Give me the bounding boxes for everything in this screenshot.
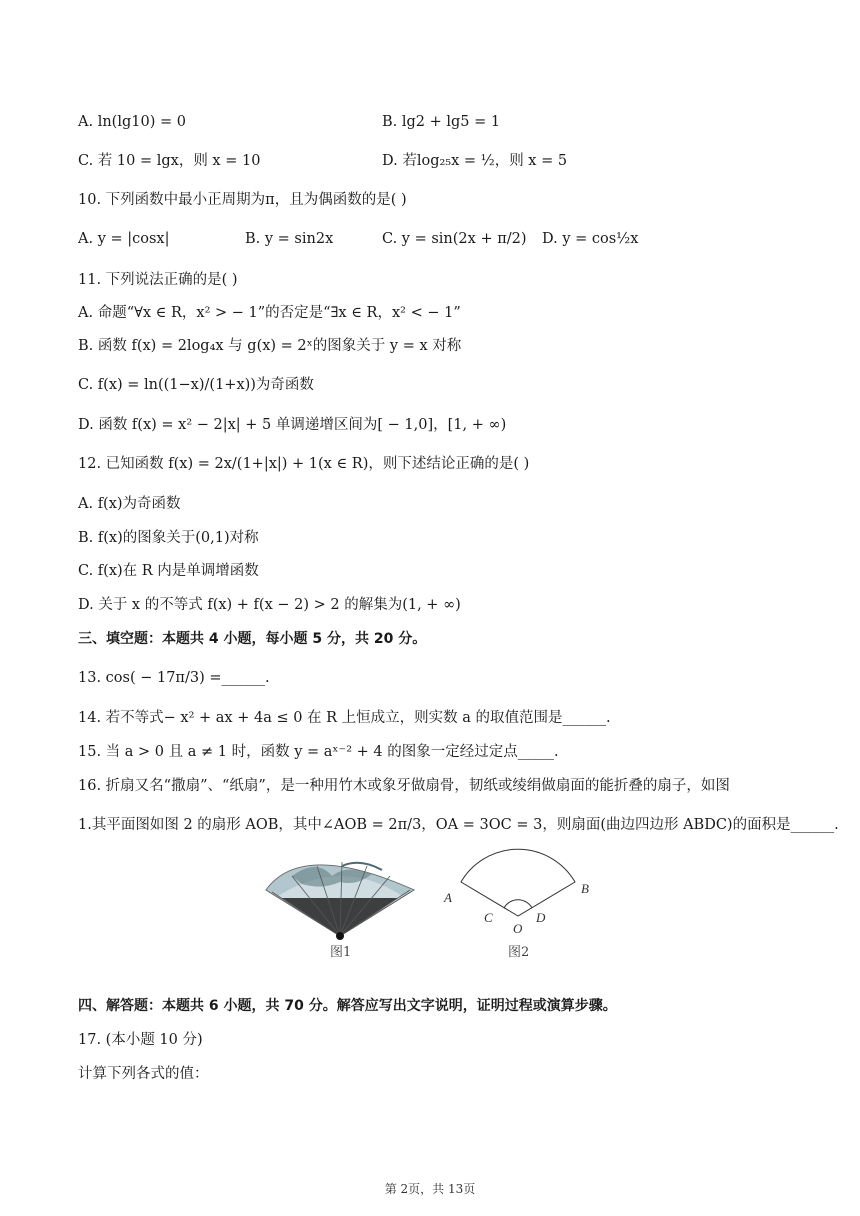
q16-line2: 1.其平面图如图 2 的扇形 AOB，其中∠AOB = 2π/3，OA = 3OC = 3，则扇面(曲边四边形 ABDC)的面积是______.	[78, 817, 839, 833]
sector-diagram	[438, 836, 598, 946]
q10-option-a: A. y = |cosx|	[78, 231, 170, 247]
q12-stem: 12. 已知函数 f(x) = 2x/(1+|x|) + 1(x ∈ R)，则下述结论正确的是( )	[78, 456, 530, 472]
q16-line1: 16. 折扇又名“撒扇”、“纸扇”，是一种用竹木或象牙做扇骨，韧纸或绫绢做扇面的能折叠的扇子，如图	[78, 778, 730, 794]
q9-option-c: C. 若 10 = lgx，则 x = 10	[78, 153, 261, 169]
label-d: D	[536, 910, 546, 925]
fan-illustration	[262, 846, 418, 942]
figure-1-caption: 图1	[330, 945, 352, 960]
q12-option-c: C. f(x)在 R 内是单调增函数	[78, 563, 259, 579]
q12-option-b: B. f(x)的图象关于(0,1)对称	[78, 530, 259, 546]
q11-option-a: A. 命题“∀x ∈ R，x² > − 1”的否定是“∃x ∈ R，x² < − 1”	[78, 305, 461, 321]
page-footer: 第 2页，共 13页	[384, 1182, 476, 1196]
q12-option-a: A. f(x)为奇函数	[78, 496, 181, 512]
q11-option-b: B. 函数 f(x) = 2log₄x 与 g(x) = 2ˣ的图象关于 y = x 对称	[78, 338, 462, 354]
q10-stem: 10. 下列函数中最小正周期为π，且为偶函数的是( )	[78, 192, 407, 208]
q11-option-c: C. f(x) = ln((1−x)/(1+x))为奇函数	[78, 377, 314, 393]
q9-option-d: D. 若log₂₅x = ½，则 x = 5	[382, 153, 568, 169]
q11-stem: 11. 下列说法正确的是( )	[78, 272, 238, 288]
q11-option-d: D. 函数 f(x) = x² − 2|x| + 5 单调递增区间为[ − 1,0]，[1, + ∞)	[78, 417, 507, 433]
q10-option-d: D. y = cos½x	[542, 231, 639, 247]
label-b: B	[581, 881, 589, 896]
q17-header: 17. (本小题 10 分)	[78, 1032, 203, 1048]
q10-option-b: B. y = sin2x	[245, 231, 334, 247]
q15: 15. 当 a > 0 且 a ≠ 1 时，函数 y = aˣ⁻² + 4 的图象一定经过定点_____.	[78, 744, 559, 760]
label-o: O	[513, 921, 523, 936]
section-4-heading: 四、解答题：本题共 6 小题，共 70 分。解答应写出文字说明，证明过程或演算步骤。	[78, 998, 617, 1014]
q14: 14. 若不等式− x² + ax + 4a ≤ 0 在 R 上恒成立，则实数 a 的取值范围是______.	[78, 710, 611, 726]
label-c: C	[484, 910, 493, 925]
q10-option-c: C. y = sin(2x + π/2)	[382, 231, 527, 247]
q12-option-d: D. 关于 x 的不等式 f(x) + f(x − 2) > 2 的解集为(1, + ∞)	[78, 597, 461, 613]
figure-2-caption: 图2	[508, 945, 530, 960]
q9-option-b: B. lg2 + lg5 = 1	[382, 114, 501, 130]
q9-option-a: A. ln(lg10) = 0	[78, 114, 186, 130]
label-a: A	[444, 890, 452, 905]
q13: 13. cos( − 17π/3) =______.	[78, 670, 270, 686]
section-3-heading: 三、填空题：本题共 4 小题，每小题 5 分，共 20 分。	[78, 631, 427, 647]
q17-stem: 计算下列各式的值：	[78, 1066, 209, 1082]
